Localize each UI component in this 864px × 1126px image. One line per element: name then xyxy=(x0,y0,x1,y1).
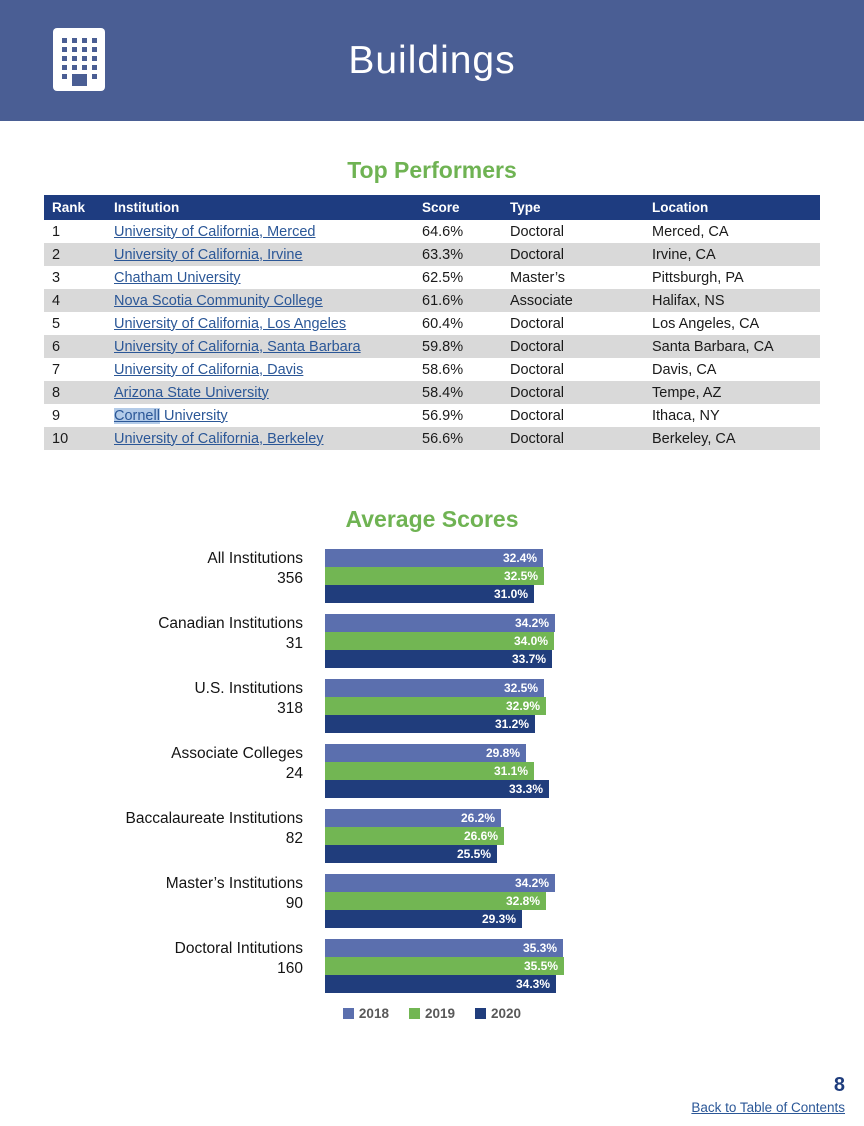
table-row xyxy=(44,289,820,312)
cell-score: 56.6% xyxy=(422,430,464,447)
table-row xyxy=(44,404,820,427)
building-icon xyxy=(53,28,105,91)
legend-label: 2020 xyxy=(491,1006,522,1021)
category-label: All Institutions 356 xyxy=(0,549,303,603)
bar-2020: 33.3% xyxy=(325,780,549,798)
chart-group xyxy=(0,614,864,668)
cell-rank: 5 xyxy=(52,315,61,332)
bar-2020: 29.3% xyxy=(325,910,522,928)
page-number: 8 xyxy=(833,1074,845,1096)
table-header-row xyxy=(44,195,820,220)
cell-type: Doctoral xyxy=(510,430,564,447)
table-row xyxy=(44,312,820,335)
institution-link[interactable]: Cornell University xyxy=(114,407,228,424)
page-banner xyxy=(0,0,864,121)
category-count: 356 xyxy=(277,570,303,587)
bar-2020: 31.0% xyxy=(325,585,534,603)
chart-groups xyxy=(0,549,864,993)
cell-score: 56.9% xyxy=(422,407,464,424)
cell-location: Davis, CA xyxy=(652,361,717,378)
col-header-score: Score xyxy=(414,195,502,220)
bar-2018: 26.2% xyxy=(325,809,501,827)
bar-2019: 35.5% xyxy=(325,957,564,975)
table-row xyxy=(44,427,820,450)
table-row xyxy=(44,243,820,266)
category-label: U.S. Institutions 318 xyxy=(0,679,303,733)
col-header-location: Location xyxy=(644,195,820,220)
cell-institution xyxy=(106,427,414,450)
bar-stack xyxy=(325,874,555,928)
average-scores-title: Average Scores xyxy=(345,506,519,532)
bar-2020: 31.2% xyxy=(325,715,535,733)
legend-swatch xyxy=(343,1008,354,1019)
chart-group xyxy=(0,939,864,993)
cell-score: 59.8% xyxy=(422,338,464,355)
cell-rank: 10 xyxy=(52,430,69,447)
cell-institution xyxy=(106,312,414,335)
institution-link[interactable]: University of California, Los Angeles xyxy=(114,315,347,332)
bar-2018: 32.4% xyxy=(325,549,543,567)
highlighted-text: Cornell xyxy=(114,407,160,424)
category-label: Doctoral Intitutions 160 xyxy=(0,939,303,993)
institution-link[interactable]: Chatham University xyxy=(114,269,241,286)
cell-rank: 4 xyxy=(52,292,61,309)
cell-institution xyxy=(106,243,414,266)
page-footer xyxy=(691,1074,845,1117)
category-label: Canadian Institutions 31 xyxy=(0,614,303,668)
bar-stack xyxy=(325,809,504,863)
chart-group xyxy=(0,549,864,603)
legend-label: 2018 xyxy=(358,1006,389,1021)
category-count: 318 xyxy=(277,700,303,717)
bar-2019: 32.5% xyxy=(325,567,544,585)
cell-location: Ithaca, NY xyxy=(652,407,720,424)
institution-link[interactable]: Arizona State University xyxy=(114,384,269,401)
bar-2019: 26.6% xyxy=(325,827,504,845)
bar-stack xyxy=(325,939,564,993)
cell-type: Doctoral xyxy=(510,246,564,263)
col-header-rank: Rank xyxy=(44,195,106,220)
legend-swatch xyxy=(475,1008,486,1019)
bar-stack xyxy=(325,549,544,603)
cell-location: Irvine, CA xyxy=(652,246,716,263)
cell-rank: 6 xyxy=(52,338,61,355)
bar-2019: 32.9% xyxy=(325,697,546,715)
cell-score: 60.4% xyxy=(422,315,464,332)
cell-score: 61.6% xyxy=(422,292,464,309)
cell-location: Los Angeles, CA xyxy=(652,315,760,332)
cell-location: Tempe, AZ xyxy=(652,384,722,401)
table-row xyxy=(44,381,820,404)
cell-institution xyxy=(106,404,414,427)
cell-rank: 2 xyxy=(52,246,61,263)
cell-rank: 3 xyxy=(52,269,61,286)
legend-item-2020 xyxy=(475,1006,521,1021)
table-body xyxy=(44,220,820,450)
bar-2019: 32.8% xyxy=(325,892,546,910)
category-label: Baccalaureate Institutions 82 xyxy=(0,809,303,863)
bar-stack xyxy=(325,614,555,668)
cell-institution xyxy=(106,358,414,381)
legend-swatch xyxy=(409,1008,420,1019)
cell-type: Doctoral xyxy=(510,361,564,378)
back-to-toc-link[interactable]: Back to Table of Contents xyxy=(691,1100,845,1115)
category-count: 160 xyxy=(277,960,303,977)
cell-type: Master’s xyxy=(510,269,566,286)
col-header-type: Type xyxy=(502,195,644,220)
col-header-institution: Institution xyxy=(106,195,414,220)
chart-group xyxy=(0,874,864,928)
page-title: Buildings xyxy=(348,38,516,82)
bar-2020: 34.3% xyxy=(325,975,556,993)
chart-legend xyxy=(0,1006,864,1021)
institution-link[interactable]: University of California, Irvine xyxy=(114,246,303,263)
institution-link[interactable]: University of California, Santa Barbara xyxy=(114,338,361,355)
cell-location: Santa Barbara, CA xyxy=(652,338,774,355)
category-label: Associate Colleges 24 xyxy=(0,744,303,798)
top-performers-table xyxy=(44,195,820,450)
cell-location: Pittsburgh, PA xyxy=(652,269,744,286)
cell-type: Doctoral xyxy=(510,338,564,355)
bar-2018: 34.2% xyxy=(325,874,555,892)
bar-2018: 35.3% xyxy=(325,939,563,957)
cell-type: Doctoral xyxy=(510,223,564,240)
institution-link[interactable]: Nova Scotia Community College xyxy=(114,292,323,309)
cell-rank: 8 xyxy=(52,384,61,401)
table-row xyxy=(44,220,820,243)
table-row xyxy=(44,335,820,358)
category-count: 90 xyxy=(285,895,303,912)
cell-type: Doctoral xyxy=(510,384,564,401)
cell-location: Halifax, NS xyxy=(652,292,725,309)
cell-rank: 1 xyxy=(52,223,61,240)
cell-score: 64.6% xyxy=(422,223,464,240)
cell-institution xyxy=(106,220,414,243)
category-label: Master’s Institutions 90 xyxy=(0,874,303,928)
cell-type: Associate xyxy=(510,292,573,309)
bar-2018: 29.8% xyxy=(325,744,526,762)
table-row xyxy=(44,358,820,381)
cell-score: 58.4% xyxy=(422,384,464,401)
cell-institution xyxy=(106,381,414,404)
institution-link[interactable]: University of California, Berkeley xyxy=(114,430,324,447)
cell-score: 62.5% xyxy=(422,269,464,286)
cell-institution xyxy=(106,289,414,312)
category-count: 24 xyxy=(285,765,303,782)
cell-institution xyxy=(106,266,414,289)
bar-2020: 33.7% xyxy=(325,650,552,668)
chart-group xyxy=(0,809,864,863)
bar-2018: 34.2% xyxy=(325,614,555,632)
bar-2018: 32.5% xyxy=(325,679,544,697)
average-scores-chart xyxy=(0,549,864,1021)
bar-2019: 34.0% xyxy=(325,632,554,650)
legend-item-2018 xyxy=(343,1006,389,1021)
category-count: 31 xyxy=(285,635,303,652)
institution-link[interactable]: University of California, Davis xyxy=(114,361,304,378)
cell-type: Doctoral xyxy=(510,315,564,332)
legend-label: 2019 xyxy=(424,1006,456,1021)
cell-rank: 7 xyxy=(52,361,61,378)
cell-score: 58.6% xyxy=(422,361,464,378)
cell-location: Merced, CA xyxy=(652,223,729,240)
legend-item-2019 xyxy=(409,1006,455,1021)
bar-2020: 25.5% xyxy=(325,845,497,863)
cell-location: Berkeley, CA xyxy=(652,430,736,447)
institution-link[interactable]: University of California, Merced xyxy=(114,223,316,240)
table-row xyxy=(44,266,820,289)
chart-group xyxy=(0,744,864,798)
bar-2019: 31.1% xyxy=(325,762,534,780)
chart-group xyxy=(0,679,864,733)
bar-stack xyxy=(325,744,549,798)
category-count: 82 xyxy=(285,830,303,847)
top-performers-title: Top Performers xyxy=(347,157,517,183)
bar-stack xyxy=(325,679,546,733)
cell-institution xyxy=(106,335,414,358)
cell-score: 63.3% xyxy=(422,246,464,263)
cell-rank: 9 xyxy=(52,407,61,424)
cell-type: Doctoral xyxy=(510,407,564,424)
